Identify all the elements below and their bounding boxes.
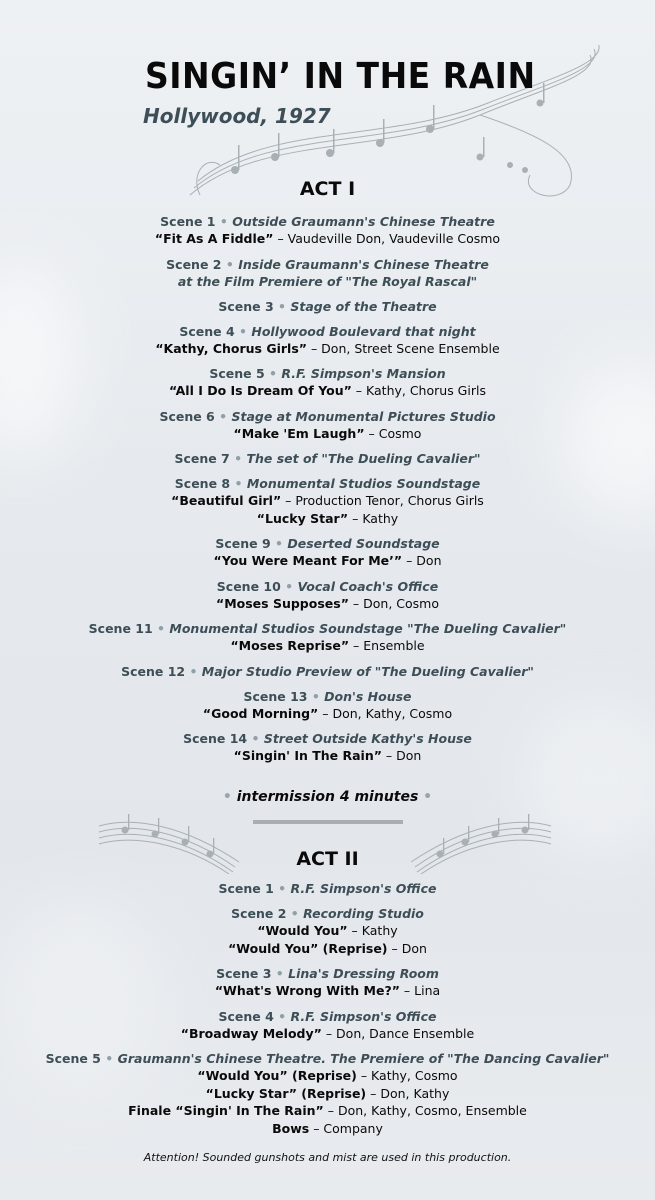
song-performers: – Don, Kathy, Cosmo, Ensemble xyxy=(323,1103,527,1118)
scene-number: Scene 5 xyxy=(209,366,265,381)
divider xyxy=(253,820,403,824)
song-line xyxy=(0,1120,655,1138)
song-performers: – Lina xyxy=(399,983,441,998)
song-performers: – Don xyxy=(402,553,442,568)
intermission-label: intermission 4 minutes xyxy=(236,789,419,805)
scene-location: Hollywood Boulevard that night xyxy=(251,323,476,339)
scene-spacer xyxy=(0,315,655,323)
scene-number: Scene 12 xyxy=(121,663,186,679)
scene-header xyxy=(0,880,655,897)
scene-location: Graumann's Chinese Theatre. The Premiere of "The Dancing Cavalier" xyxy=(117,1051,610,1066)
scene-block xyxy=(0,357,655,400)
bullet-dot: • xyxy=(286,906,304,921)
scene-spacer xyxy=(0,680,655,688)
scene-header xyxy=(0,256,655,273)
act-2-scenes xyxy=(0,880,655,1137)
song-performers: – Cosmo xyxy=(364,425,422,441)
scene-spacer xyxy=(0,357,655,365)
scene-spacer xyxy=(0,1000,655,1008)
scene-block xyxy=(0,612,655,655)
song-performers: – Don, Dance Ensemble xyxy=(321,1025,475,1041)
scene-block xyxy=(0,722,655,765)
song-performers: – Ensemble xyxy=(349,638,425,653)
scene-number: Scene 3 xyxy=(216,966,272,981)
scene-location: Vocal Coach's Office xyxy=(297,578,439,594)
song-performers: – Don xyxy=(381,748,422,763)
act-2-heading: ACT II xyxy=(296,848,359,870)
bullet-dot: • xyxy=(229,451,247,466)
song-title: “Moses Supposes” xyxy=(216,595,349,611)
scene-block xyxy=(0,570,655,613)
song-title: “Fit As A Fiddle” xyxy=(154,231,274,246)
scene-location: at the Film Premiere of "The Royal Rascal" xyxy=(177,273,478,289)
bullet-dot: • xyxy=(280,578,298,594)
scene-header xyxy=(0,905,655,922)
song-title: “Kathy, Chorus Girls” xyxy=(155,340,307,356)
scene-number: Scene 8 xyxy=(174,476,231,491)
scene-header xyxy=(0,1008,655,1025)
song-line xyxy=(0,492,655,510)
scene-spacer xyxy=(0,655,655,663)
scene-number: Scene 14 xyxy=(183,731,248,746)
song-title: “Moses Reprise” xyxy=(230,638,350,653)
bullet-dot: • xyxy=(222,789,237,805)
scene-block xyxy=(0,248,655,290)
song-performers: – Kathy, Chorus Girls xyxy=(351,383,486,398)
song-line xyxy=(0,940,655,958)
scene-spacer xyxy=(0,467,655,475)
scene-block xyxy=(0,680,655,723)
song-title: “What's Wrong With Me?” xyxy=(214,983,400,998)
bullet-dot: • xyxy=(221,256,239,272)
scene-block xyxy=(0,213,655,248)
song-line xyxy=(0,552,655,570)
song-title: “All I Do Is Dream Of You” xyxy=(169,383,352,398)
scene-spacer xyxy=(0,248,655,256)
song-line xyxy=(0,637,655,655)
song-performers: – Don, Kathy, Cosmo xyxy=(318,705,453,721)
song-title: “Would You” (Reprise) xyxy=(197,1068,357,1083)
scene-number: Scene 9 xyxy=(215,536,271,551)
bullet-dot: • xyxy=(307,688,325,704)
scene-block xyxy=(0,897,655,957)
song-title: “You Were Meant For Me’” xyxy=(213,553,403,568)
scene-header xyxy=(0,298,655,315)
song-title: “Would You” xyxy=(257,923,348,938)
scene-number: Scene 1 xyxy=(218,881,274,896)
scene-number: Scene 6 xyxy=(159,408,215,424)
scene-location: The set of "The Dueling Cavalier" xyxy=(246,451,481,466)
scene-location: R.F. Simpson's Office xyxy=(290,881,437,896)
bullet-dot: • xyxy=(230,476,247,491)
attention-note: Attention! Sounded gunshots and mist are used in this production. xyxy=(143,1151,512,1164)
page-subtitle: Hollywood, 1927 xyxy=(143,104,331,128)
bullet-dot: • xyxy=(185,663,202,679)
song-title: “Singin' In The Rain” xyxy=(233,748,382,763)
scene-block xyxy=(0,315,655,358)
bullet-dot: • xyxy=(247,731,264,746)
scene-location: Don's House xyxy=(324,688,412,704)
scene-number: Scene 4 xyxy=(179,323,235,339)
bullet-dot: • xyxy=(234,323,252,339)
song-line xyxy=(0,982,655,1000)
page-title: SINGIN’ IN THE RAIN xyxy=(145,54,536,97)
song-performers: – Don, Kathy xyxy=(366,1085,450,1101)
song-line xyxy=(0,922,655,940)
scene-header xyxy=(0,408,655,425)
scene-header xyxy=(0,475,655,492)
bullet-dot: • xyxy=(273,1008,291,1024)
song-title: “Beautiful Girl” xyxy=(171,493,282,508)
song-line xyxy=(0,1067,655,1085)
scene-block xyxy=(0,1042,655,1137)
scene-location: Inside Graumann's Chinese Theatre xyxy=(238,256,489,272)
scene-number: Scene 2 xyxy=(166,256,222,272)
song-performers: – Don xyxy=(387,940,427,956)
song-line xyxy=(0,1102,655,1120)
bullet-dot: • xyxy=(152,621,170,636)
song-title: “Lucky Star” (Reprise) xyxy=(205,1085,367,1101)
song-line xyxy=(0,1085,655,1103)
scene-header xyxy=(0,1050,655,1067)
bullet-dot: • xyxy=(270,536,288,551)
scene-header xyxy=(0,213,655,230)
scene-spacer xyxy=(0,897,655,905)
song-performers: – Kathy xyxy=(347,923,398,938)
song-performers: – Kathy xyxy=(348,510,399,526)
scene-header xyxy=(0,535,655,552)
scene-spacer xyxy=(0,442,655,450)
song-line xyxy=(0,1025,655,1043)
scene-location: Street Outside Kathy's House xyxy=(263,731,472,746)
scene-block xyxy=(0,400,655,443)
scene-header xyxy=(0,688,655,705)
scene-spacer xyxy=(0,612,655,620)
scene-block xyxy=(0,467,655,527)
song-performers: – Don, Cosmo xyxy=(348,595,439,611)
song-title: “Make 'Em Laugh” xyxy=(233,425,365,441)
song-title: “Broadway Melody” xyxy=(180,1025,322,1041)
scene-header xyxy=(0,965,655,982)
scene-location: Outside Graumann's Chinese Theatre xyxy=(232,214,495,229)
bullet-dot: • xyxy=(418,789,433,805)
scene-number: Scene 1 xyxy=(160,214,216,229)
act-1-heading: ACT I xyxy=(299,178,356,200)
scene-number: Scene 11 xyxy=(88,621,153,636)
song-line xyxy=(0,747,655,765)
song-title: “Would You” (Reprise) xyxy=(228,940,388,956)
song-line xyxy=(0,425,655,443)
song-performers: – Production Tenor, Chorus Girls xyxy=(281,493,484,508)
scene-block xyxy=(0,957,655,1000)
scene-header xyxy=(0,663,655,680)
scene-header xyxy=(0,323,655,340)
scene-location: Recording Studio xyxy=(303,906,424,921)
scene-spacer xyxy=(0,1042,655,1050)
scene-number: Scene 7 xyxy=(174,451,230,466)
scene-location: Stage at Monumental Pictures Studio xyxy=(231,408,496,424)
scene-header-continued xyxy=(0,273,655,290)
song-line xyxy=(0,340,655,358)
scene-block xyxy=(0,527,655,570)
scene-location: Deserted Soundstage xyxy=(287,536,440,551)
song-line xyxy=(0,230,655,248)
song-performers: – Vaudeville Don, Vaudeville Cosmo xyxy=(273,231,501,246)
song-title: Finale “Singin' In The Rain” xyxy=(128,1103,324,1118)
song-title: Bows xyxy=(272,1120,310,1136)
scene-number: Scene 4 xyxy=(218,1008,274,1024)
scene-spacer xyxy=(0,290,655,298)
scene-block xyxy=(0,880,655,897)
scene-number: Scene 5 xyxy=(45,1051,101,1066)
scene-spacer xyxy=(0,957,655,965)
scene-block xyxy=(0,290,655,315)
scene-location: R.F. Simpson's Mansion xyxy=(281,366,446,381)
song-performers: – Company xyxy=(309,1120,383,1136)
bullet-dot: • xyxy=(273,298,291,314)
scene-spacer xyxy=(0,527,655,535)
song-line xyxy=(0,382,655,400)
scene-location: Major Studio Preview of "The Dueling Cavalier" xyxy=(201,663,534,679)
scene-header xyxy=(0,730,655,747)
scene-header xyxy=(0,620,655,637)
scene-block xyxy=(0,1000,655,1043)
song-line xyxy=(0,510,655,528)
scene-location: Monumental Studios Soundstage "The Dueling Cavalier" xyxy=(169,621,567,636)
scene-number: Scene 3 xyxy=(218,298,274,314)
song-title: “Lucky Star” xyxy=(256,510,349,526)
bullet-dot: • xyxy=(273,881,291,896)
scene-number: Scene 10 xyxy=(216,578,281,594)
song-line xyxy=(0,595,655,613)
scene-location: Lina's Dressing Room xyxy=(288,966,439,981)
scene-header xyxy=(0,578,655,595)
song-line xyxy=(0,705,655,723)
scene-location: Stage of the Theatre xyxy=(290,298,437,314)
scene-block xyxy=(0,655,655,680)
song-performers: – Don, Street Scene Ensemble xyxy=(306,340,500,356)
scene-header xyxy=(0,365,655,382)
bullet-dot: • xyxy=(271,966,289,981)
scene-header xyxy=(0,450,655,467)
scene-number: Scene 2 xyxy=(231,906,287,921)
intermission xyxy=(0,789,655,805)
scene-spacer xyxy=(0,570,655,578)
bullet-dot: • xyxy=(214,408,232,424)
scene-spacer xyxy=(0,722,655,730)
scene-location: Monumental Studios Soundstage xyxy=(246,476,481,491)
scene-location: R.F. Simpson's Office xyxy=(290,1008,437,1024)
bullet-dot: • xyxy=(264,366,282,381)
song-performers: – Kathy, Cosmo xyxy=(356,1068,458,1083)
act-1-scenes xyxy=(0,213,655,765)
scene-block xyxy=(0,442,655,467)
scene-spacer xyxy=(0,400,655,408)
scene-number: Scene 13 xyxy=(243,688,308,704)
bullet-dot: • xyxy=(100,1051,118,1066)
song-title: “Good Morning” xyxy=(202,705,319,721)
bullet-dot: • xyxy=(215,214,233,229)
